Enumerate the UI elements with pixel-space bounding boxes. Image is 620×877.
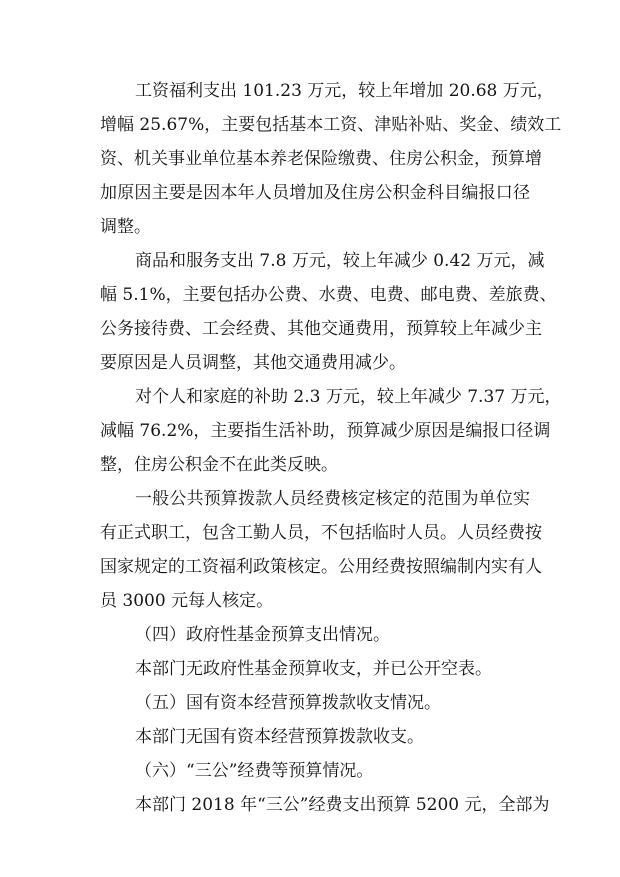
text-line: 资、机关事业单位基本养老保险缴费、住房公积金，预算增 [100, 149, 542, 169]
text-line: 要原因是人员调整，其他交通费用减少。 [100, 353, 406, 373]
section-heading: （六）“三公”经费等预算情况。 [135, 761, 374, 781]
text-line: 加原因主要是因本年人员增加及住房公积金科目编报口径 [100, 183, 530, 203]
text-line: 减幅 76.2%，主要指生活补助，预算减少原因是编报口径调 [100, 421, 551, 441]
text-line: 幅 5.1%，主要包括办公费、水费、电费、邮电费、差旅费、 [100, 285, 557, 305]
section-heading: （五）国有资本经营预算拨款收支情况。 [135, 693, 441, 713]
section-heading: （四）政府性基金预算支出情况。 [135, 625, 390, 645]
text-line: 本部门无国有资本经营预算拨款收支。 [135, 727, 424, 747]
text-line: 本部门 2018 年“三公”经费支出预算 5200 元，全部为 [135, 795, 550, 815]
text-line: 公务接待费、工会经费、其他交通费用，预算较上年减少主 [100, 319, 542, 339]
text-line: 本部门无政府性基金预算收支，并已公开空表。 [135, 659, 492, 679]
text-line: 工资福利支出 101.23 万元，较上年增加 20.68 万元， [135, 81, 554, 101]
text-line: 调整。 [100, 217, 151, 237]
text-line: 增幅 25.67%，主要包括基本工资、津贴补贴、奖金、绩效工 [100, 115, 562, 135]
text-line: 对个人和家庭的补助 2.3 万元，较上年减少 7.37 万元， [135, 387, 562, 407]
text-line: 国家规定的工资福利政策核定。公用经费按照编制内实有人 [100, 557, 542, 577]
text-line: 一般公共预算拨款人员经费核定核定的范围为单位实 [135, 489, 530, 509]
text-line: 整，住房公积金不在此类反映。 [100, 455, 338, 475]
text-line: 商品和服务支出 7.8 万元，较上年减少 0.42 万元，减 [135, 251, 545, 271]
text-line: 有正式职工，包含工勤人员，不包括临时人员。人员经费按 [100, 523, 542, 543]
text-line: 员 3000 元每人核定。 [100, 591, 274, 611]
